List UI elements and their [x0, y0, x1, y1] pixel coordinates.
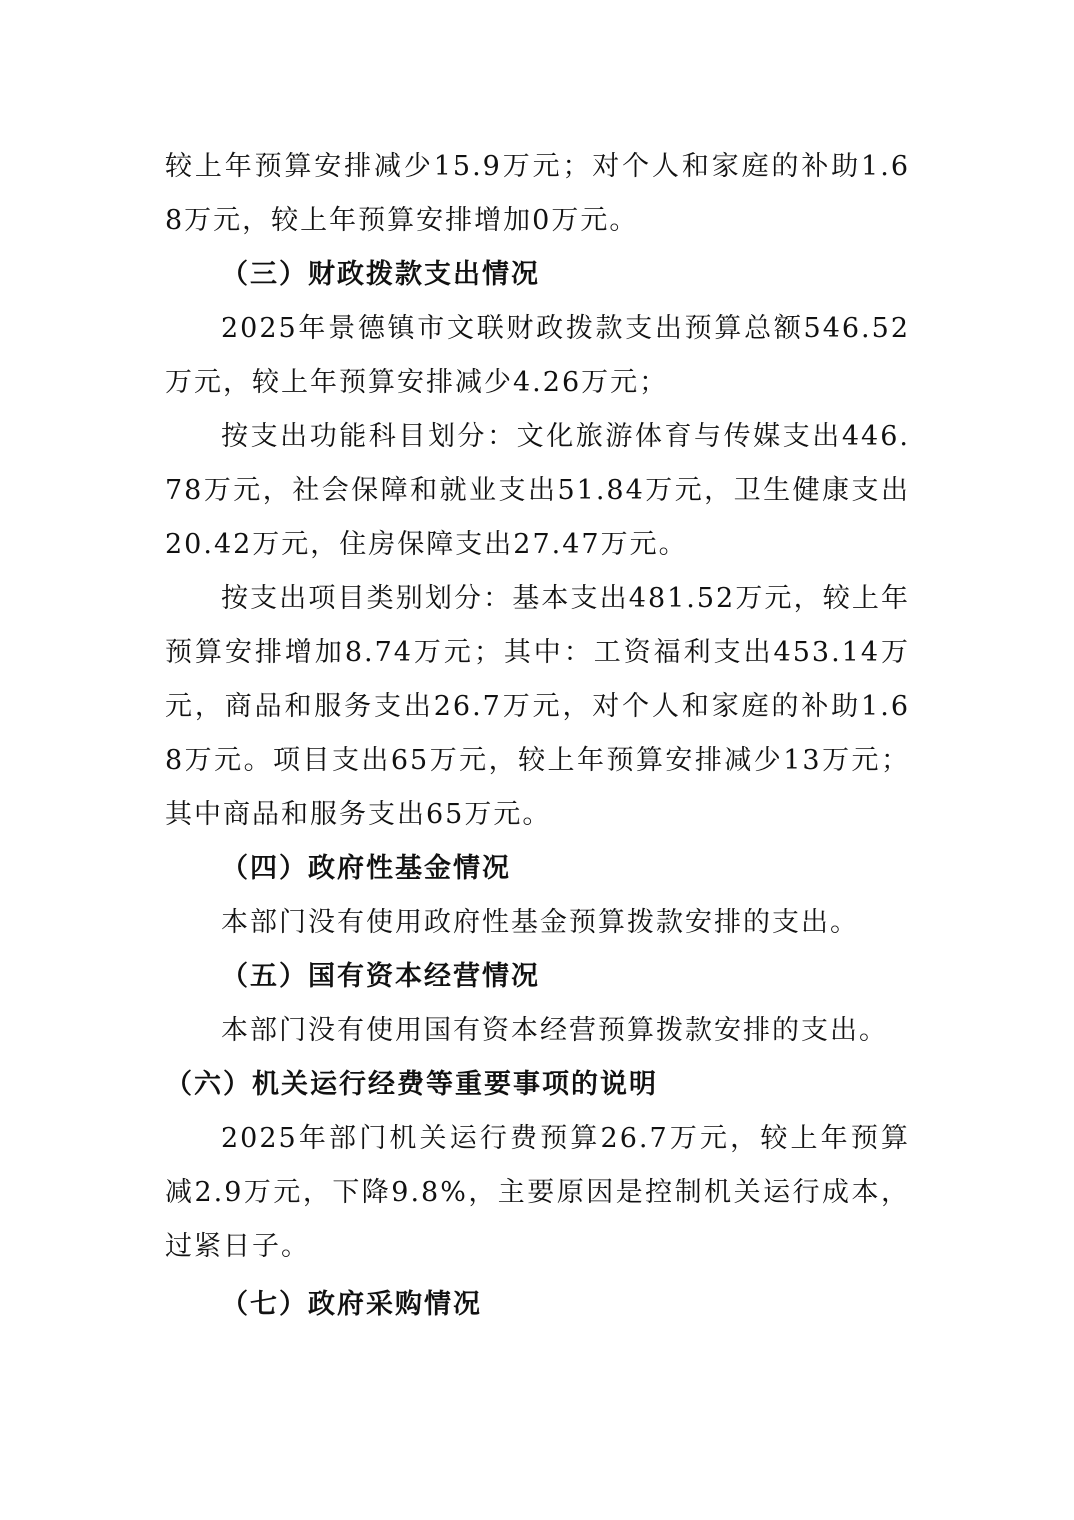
paragraph-by-function: 按支出功能科目划分：文化旅游体育与传媒支出446.78万元，社会保障和就业支出51.84万元，卫生健康支出20.42万元，住房保障支出27.47万元。 — [165, 421, 910, 560]
paragraph-operating-expense: 2025年部门机关运行费预算26.7万元，较上年预算减2.9万元，下降9.8%，主要原因是控制机关运行成本，过紧日子。 — [165, 1123, 910, 1262]
paragraph-government-fund: 本部门没有使用政府性基金预算拨款安排的支出。 — [221, 907, 859, 938]
paragraph-by-category: 按支出项目类别划分：基本支出481.52万元，较上年预算安排增加8.74万元；其中：工资福利支出453.14万元，商品和服务支出26.7万元，对个人和家庭的补助1.68万元。项目支出65万元，较上年预算安排减少13万元；其中商品和服务支出65万元。 — [165, 583, 910, 830]
section-heading-6: （六）机关运行经费等重要事项的说明 — [165, 1069, 658, 1100]
section-heading-4: （四）政府性基金情况 — [221, 853, 511, 884]
paragraph-total-budget: 2025年景德镇市文联财政拨款支出预算总额546.52万元，较上年预算安排减少4.26万元； — [165, 313, 910, 398]
paragraph-state-capital: 本部门没有使用国有资本经营预算拨款安排的支出。 — [221, 1015, 888, 1046]
section-heading-5: （五）国有资本经营情况 — [221, 961, 540, 992]
document-body — [165, 140, 910, 1332]
paragraph-continuation: 较上年预算安排减少15.9万元；对个人和家庭的补助1.68万元，较上年预算安排增加0万元。 — [165, 151, 910, 236]
section-heading-7: （七）政府采购情况 — [221, 1289, 482, 1320]
section-heading-3: （三）财政拨款支出情况 — [221, 259, 540, 290]
